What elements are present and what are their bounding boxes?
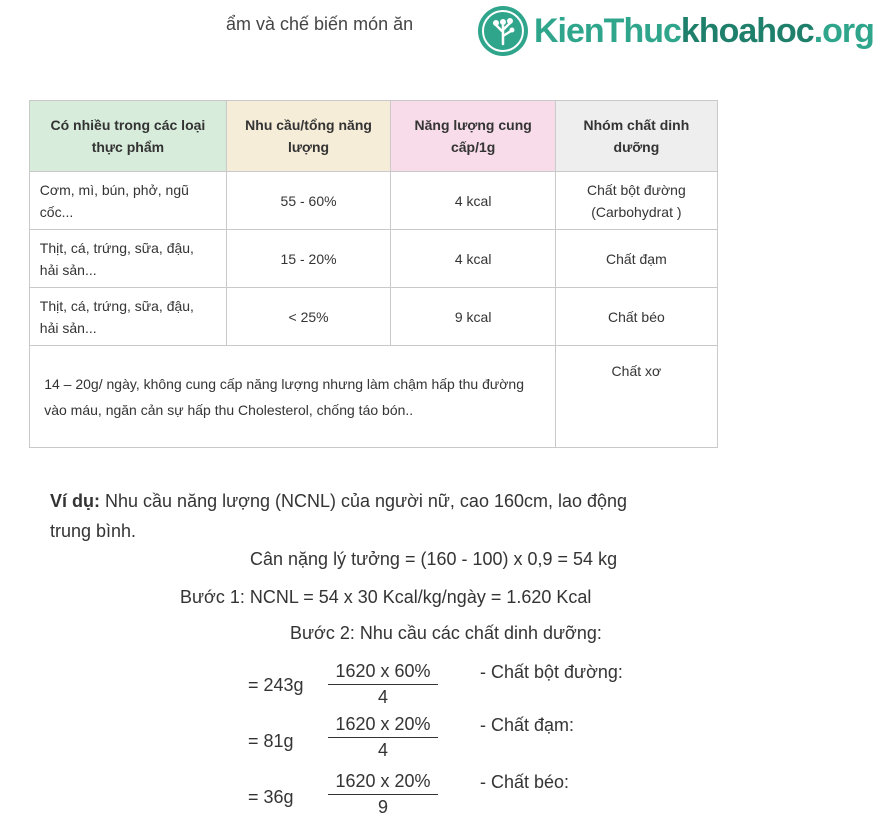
brain-tree-icon xyxy=(478,6,528,56)
cell-fiber-description xyxy=(30,346,556,448)
cell-energy xyxy=(391,230,556,288)
header-energy xyxy=(391,101,556,172)
item-result: = 36g xyxy=(248,787,294,807)
step1-line: Bước 1: NCNL = 54 x 30 Kcal/kg/ngày = 1.620 Kcal xyxy=(180,587,592,607)
fraction-denominator: 4 xyxy=(377,740,388,760)
example-label: Ví dụ: xyxy=(50,491,100,511)
cell-foods-text: Thịt, cá, trứng, sữa, đậu, hải sản... xyxy=(40,297,195,336)
cell-energy-text: 4 kcal xyxy=(454,250,492,267)
fraction xyxy=(328,661,438,708)
cell-group xyxy=(555,230,717,288)
header-foods-text: Có nhiều trong các loại thực phẩm xyxy=(50,117,206,155)
fraction-numerator: 1620 x 20% xyxy=(328,714,438,738)
fiber-description-text: 14 – 20g/ ngày, không cung cấp năng lượng nhưng làm chậm hấp thu đường vào máu, ngăn cản sự hấp thu Cholesterol, chống táo bón.. xyxy=(44,375,524,418)
cell-group-text: Chất bột đường (Carbohydrat ) xyxy=(587,181,686,220)
logo-text-khoahoc: khoahoc xyxy=(680,12,814,50)
step2-line: Bước 2: Nhu cầu các chất dinh dưỡng: xyxy=(290,623,602,643)
item-label: - Chất béo: xyxy=(480,772,570,792)
cell-need-text: 15 - 20% xyxy=(280,250,337,267)
site-logo xyxy=(478,4,874,58)
cell-group-text: Chất xơ xyxy=(611,363,662,379)
item-label: - Chất bột đường: xyxy=(480,662,623,682)
cell-foods xyxy=(30,230,227,288)
cell-foods-text: Thịt, cá, trứng, sữa, đậu, hải sản... xyxy=(40,239,195,278)
logo-text-org: .org xyxy=(813,12,874,50)
cell-group xyxy=(555,288,717,346)
cell-foods xyxy=(30,172,227,230)
logo-text-kienthuc: KienThuc xyxy=(534,12,681,50)
logo-text xyxy=(534,12,874,51)
table-row xyxy=(30,230,718,288)
header-group xyxy=(555,101,717,172)
header-energy-text: Năng lượng cung cấp/1g xyxy=(414,117,532,155)
fraction-denominator: 9 xyxy=(377,797,388,817)
cell-energy xyxy=(391,288,556,346)
nutrition-table xyxy=(29,100,718,448)
item-label: - Chất đạm: xyxy=(480,715,575,735)
fraction-denominator: 4 xyxy=(377,687,388,707)
example-intro-text-2: trung bình. xyxy=(50,521,137,541)
example-intro xyxy=(50,486,718,546)
table-row-fiber xyxy=(30,346,718,448)
cell-need xyxy=(227,172,391,230)
fraction-numerator: 1620 x 20% xyxy=(328,771,438,795)
cell-need-text: 55 - 60% xyxy=(280,192,337,209)
cell-need xyxy=(227,230,391,288)
cell-foods-text: Cơm, mì, bún, phở, ngũ cốc... xyxy=(40,181,190,220)
cell-group-text: Chất đạm xyxy=(606,250,667,267)
cell-group xyxy=(555,346,717,448)
cell-energy xyxy=(391,172,556,230)
item-result: = 81g xyxy=(248,731,294,751)
table-row xyxy=(30,172,718,230)
cell-need-text: < 25% xyxy=(288,308,329,325)
header-group-text: Nhóm chất dinh dưỡng xyxy=(583,117,690,155)
fraction xyxy=(328,771,438,818)
fraction-numerator: 1620 x 60% xyxy=(328,661,438,685)
cell-group-text: Chất béo xyxy=(607,308,665,325)
fraction xyxy=(328,714,438,761)
header-foods xyxy=(30,101,227,172)
cell-foods xyxy=(30,288,227,346)
example-intro-text: Nhu cầu năng lượng (NCNL) của người nữ, cao 160cm, lao động xyxy=(105,491,628,511)
header-need xyxy=(227,101,391,172)
table-header-row xyxy=(30,101,718,172)
cell-energy-text: 9 kcal xyxy=(454,308,492,325)
cell-need xyxy=(227,288,391,346)
cell-group xyxy=(555,172,717,230)
cell-energy-text: 4 kcal xyxy=(454,192,492,209)
header-caption: ẩm và chế biến món ăn xyxy=(226,14,414,34)
header-need-text: Nhu cầu/tổng năng lượng xyxy=(245,117,373,155)
item-result: = 243g xyxy=(248,675,304,695)
ideal-weight-line: Cân nặng lý tưởng = (160 - 100) x 0,9 = 54 kg xyxy=(250,549,618,569)
table-row xyxy=(30,288,718,346)
